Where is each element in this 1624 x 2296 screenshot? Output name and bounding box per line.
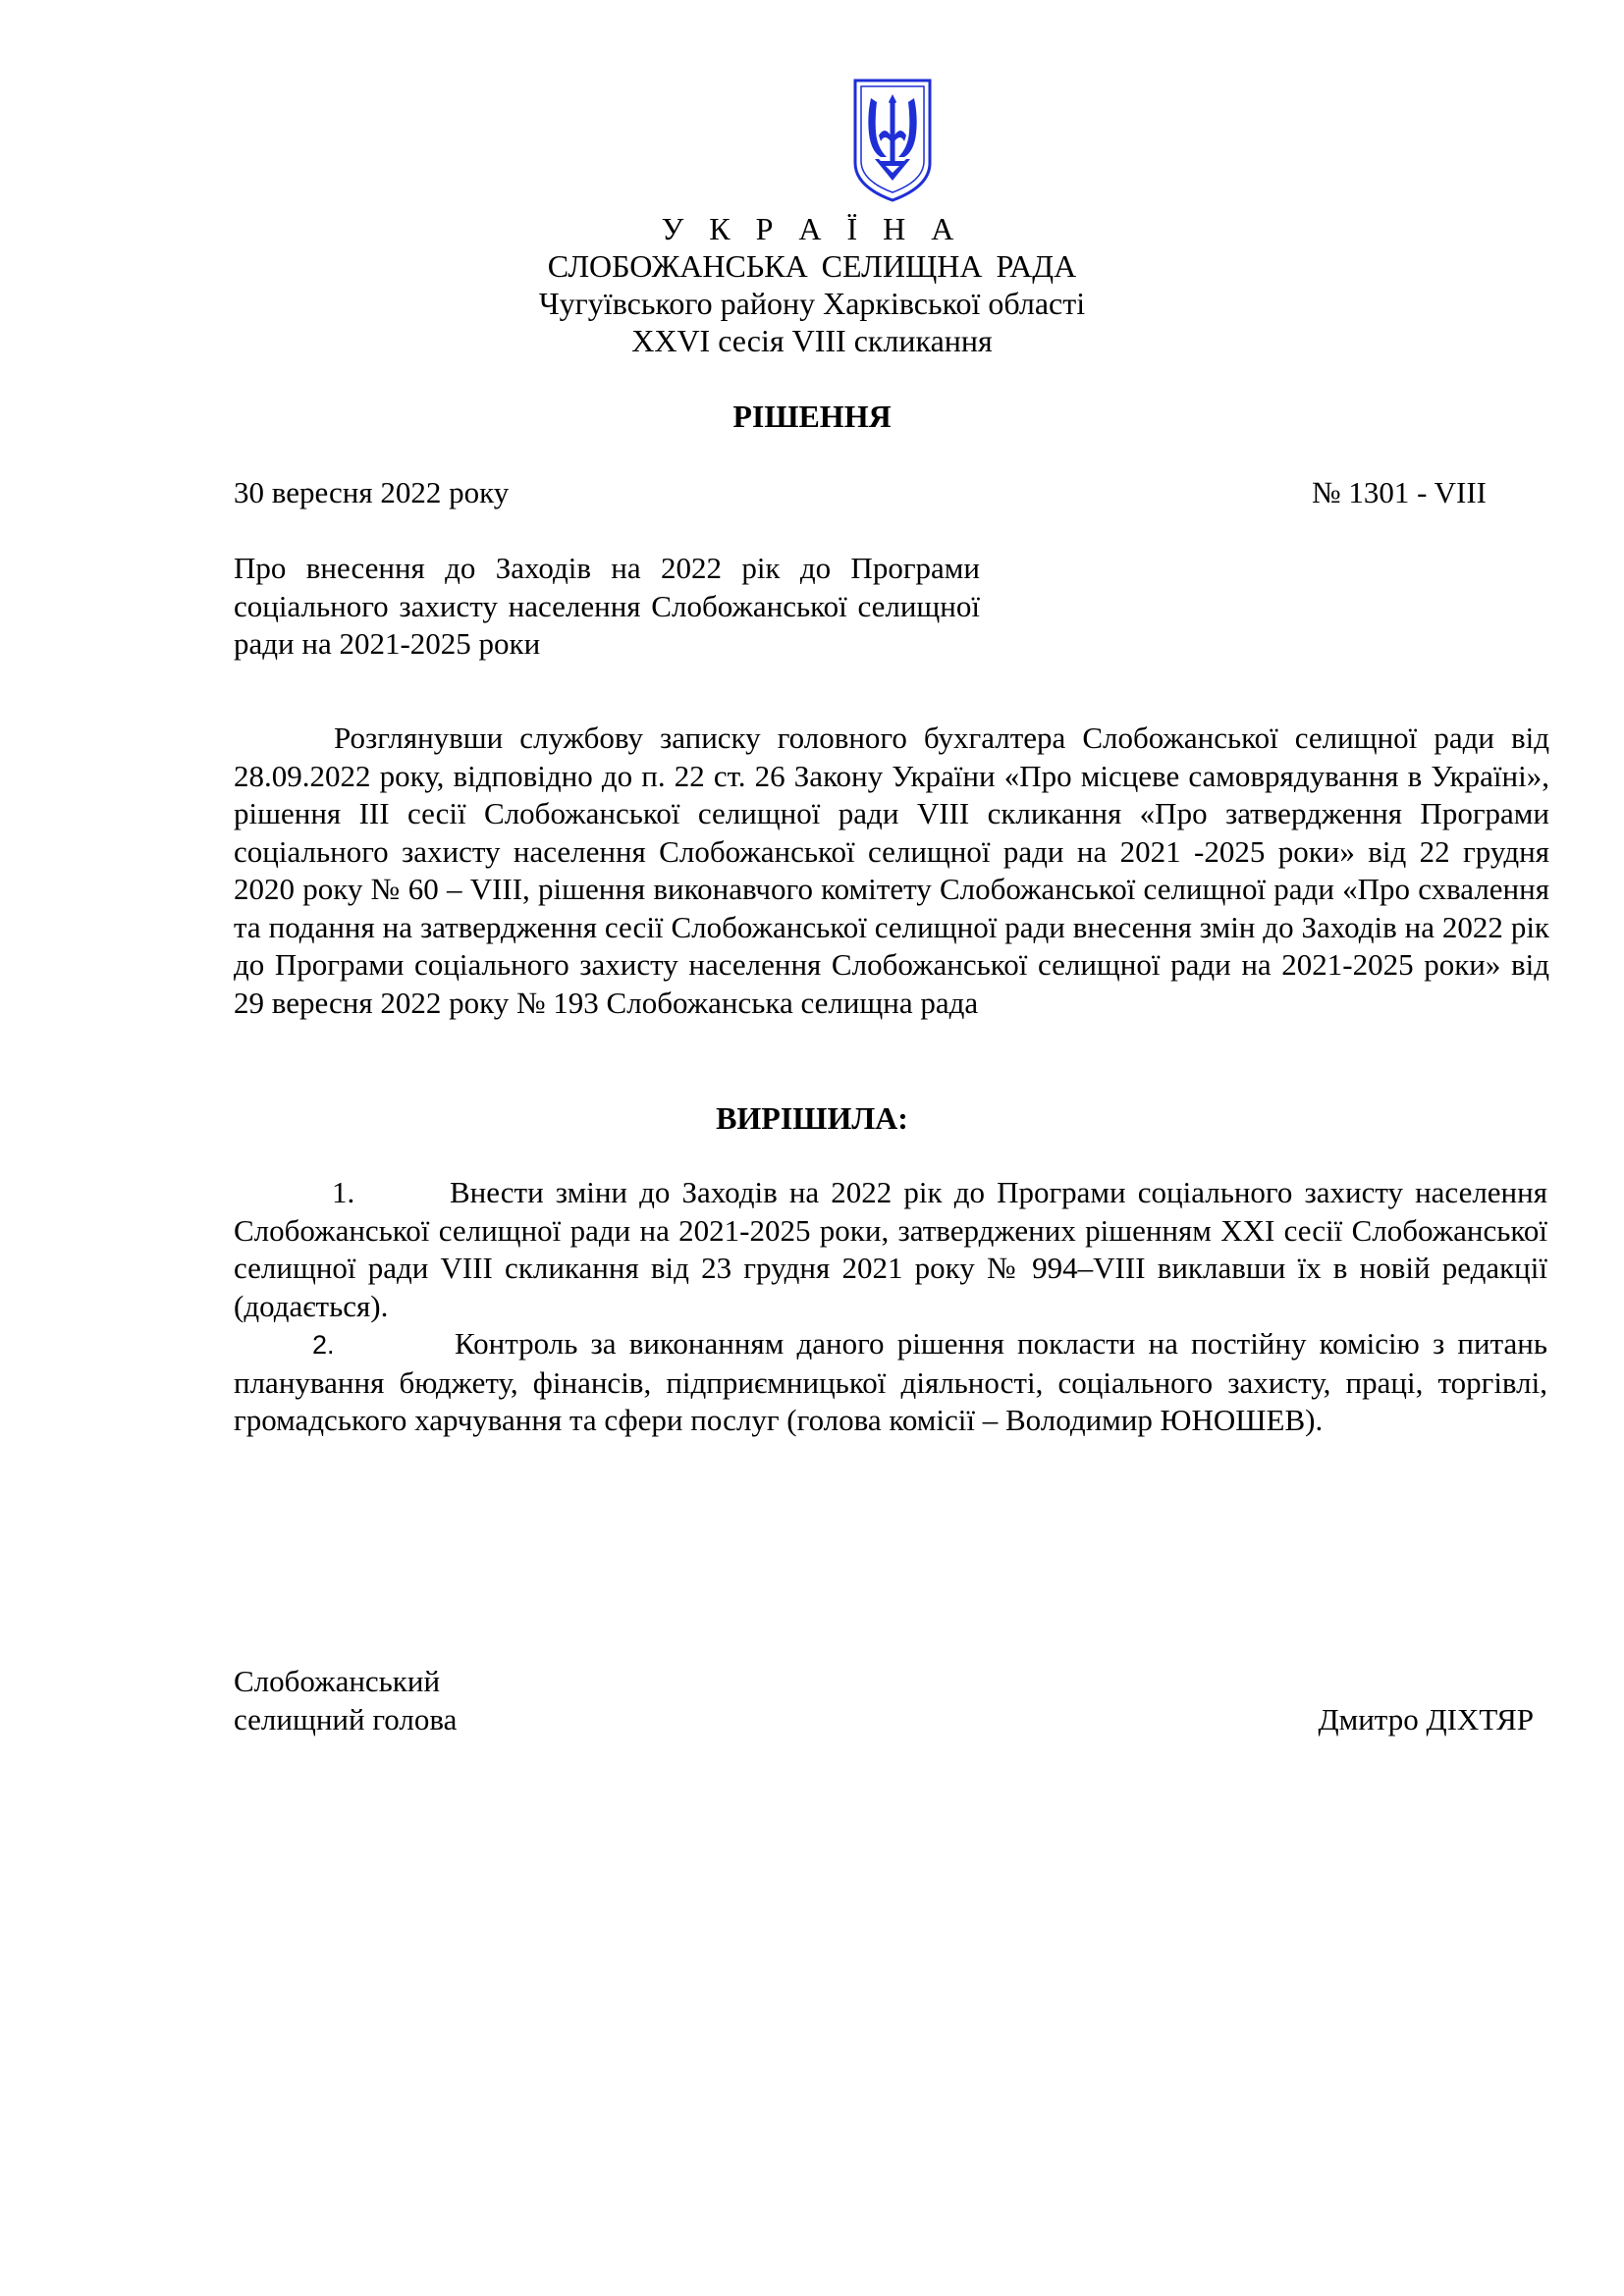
ukraine-coat-of-arms-icon [851, 77, 934, 204]
item-number: 1. [332, 1175, 355, 1209]
document-title: РІШЕННЯ [732, 399, 892, 434]
decision-date: 30 вересня 2022 року [234, 475, 510, 509]
header-district: Чугуївського району Харківської області [538, 286, 1086, 321]
item-text: Внести зміни до Заходів на 2022 рік до Програми соціального захисту населення Слобожанської селищної ради на 2021-2025 роки, затверджених рішенням XXI сесії Слобожанської селищної ради VIII скликання від 23 грудня 2021 року № 994–VIII виклавши їх в новій редакції (додається). [234, 1175, 1547, 1323]
decision-number: № 1301 - VIII [1312, 475, 1487, 509]
resolution-item [234, 1174, 1547, 1325]
resolution-item [234, 1325, 1547, 1440]
item-text: Контроль за виконанням даного рішення покласти на постійну комісію з питань планування бюджету, фінансів, підприємницької діяльності, соціального захисту, праці, торгівлі, громадського харчування та сфери послуг (голова комісії – Володимир ЮНОШЕВ). [234, 1326, 1547, 1437]
signatory-name: Дмитро ДІХТЯР [1318, 1702, 1534, 1736]
header-council: СЛОБОЖАНСЬКА СЕЛИЩНА РАДА [547, 248, 1077, 284]
preamble-paragraph: Розглянувши службову записку головного бухгалтера Слобожанської селищної ради від 28.09.2022 року, відповідно до п. 22 ст. 26 Закону України «Про місцеве самоврядування в Україні», рішення ІІІ сесії Слобожанської селищної ради VIII скликання «Про затвердження Програми соціального захисту населення Слобожанської селищної ради на 2021 -2025 роки» від 22 грудня 2020 року № 60 – VIII, рішення виконавчого комітету Слобожанської селищної ради «Про схвалення та подання на затвердження сесії Слобожанської селищної ради внесення змін до Заходів на 2022 рік до Програми соціального захисту населення Слобожанської селищної ради на 2021-2025 роки» від 29 вересня 2022 року № 193 Слобожанська селищна рада [234, 721, 1549, 1020]
signatory-position [234, 1663, 457, 1738]
signatory-position-line: Слобожанський [234, 1664, 441, 1698]
header-session: XXVI сесія VIII скликання [631, 323, 993, 358]
decision-subject: Про внесення до Заходів на 2022 рік до Програми соціального захисту населення Слобожанської селищної ради на 2021-2025 роки [234, 551, 980, 661]
signatory-position-line: селищний голова [234, 1701, 458, 1736]
header-country: У К Р А Ї Н А [661, 211, 963, 246]
item-number: 2. [312, 1330, 335, 1360]
resolved-heading: ВИРІШИЛА: [716, 1100, 908, 1136]
